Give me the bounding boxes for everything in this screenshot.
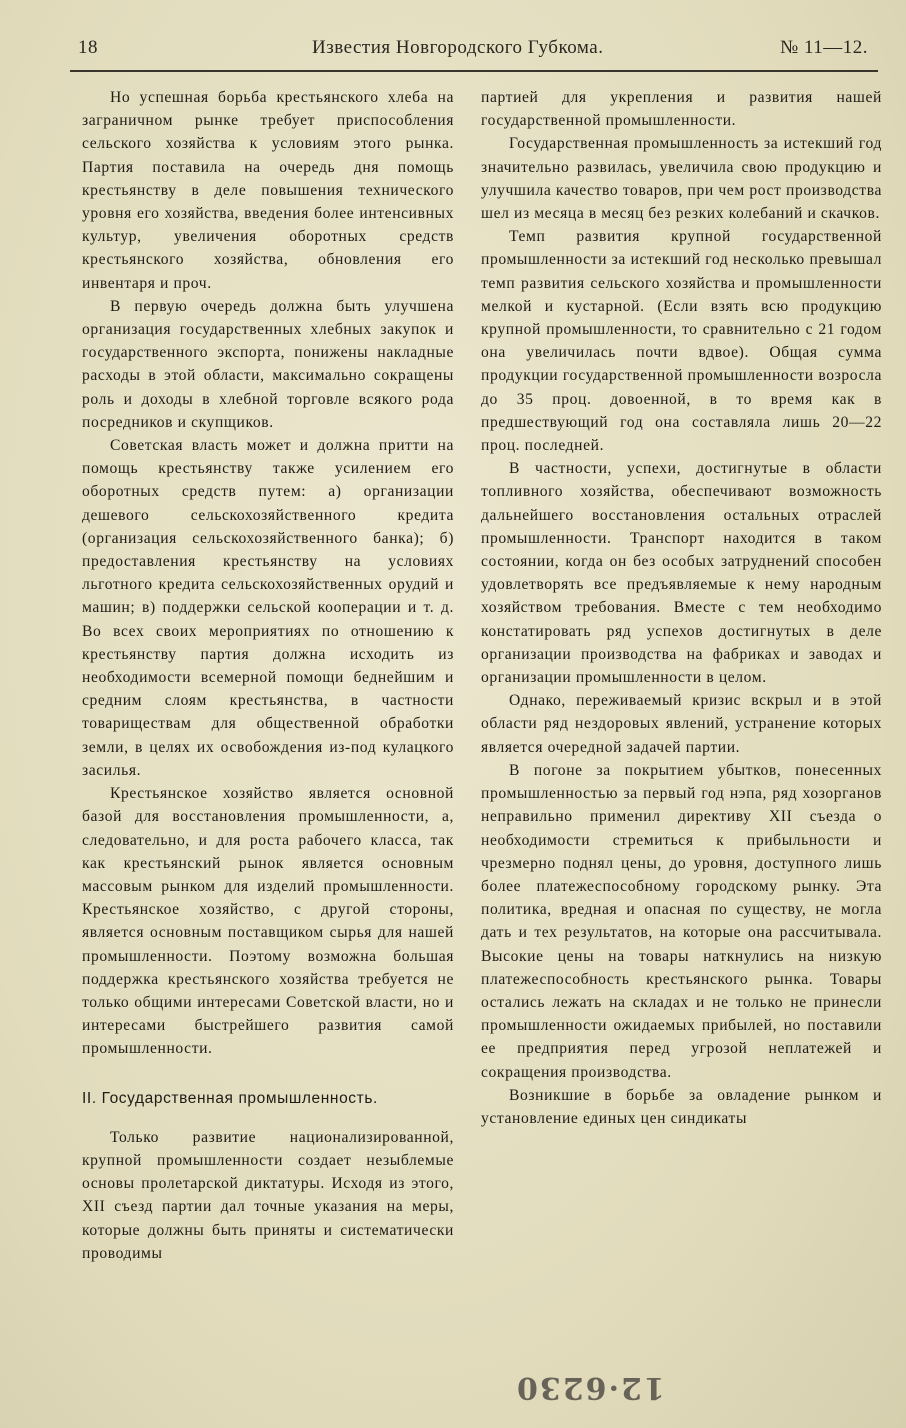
- paragraph: Однако, переживаемый кризис вскрыл и в этой области ряд нездоровых явлений, устранение которых является очередной задачей партии.: [481, 692, 882, 756]
- left-column: [82, 86, 454, 1265]
- header-divider: [70, 70, 878, 72]
- paragraph: Государственная промышленность за истекший год значительно развилась, увеличила свою продукцию и улучшила качество товаров, при чем рост производства шел из месяца в месяц без резких колебаний и скачков.: [481, 135, 882, 223]
- paragraph: Возникшие в борьбе за овладение рынком и установление единых цен синдикаты: [481, 1086, 882, 1127]
- paragraph-continuation: партией для укрепления и развития нашей государственной промышленности.: [481, 89, 882, 130]
- paragraph: Советская власть может и должна притти на помощь крестьянству также усилением его оборотных средств путем: а) организации дешевого сельскохозяйственного кредита (организация сельскохозяйственного банка); б) предоставления крестьянству на условиях льготного кредита сельскохозяйственных орудий и машин; в) поддержки сельской кооперации и т. д. Во всех своих мероприятиях по отношению к крестьянству партия должна исходить из необходимости всемерной помощи беднейшим и средним слоям крестьянства, в частности товариществам для общественной обработки земли, в целях их освобождения из-под кулацкого засилья.: [82, 437, 454, 779]
- paragraph: Темп развития крупной государственной промышленности за истекший год несколько превышал темп развития сельского хозяйства и промышленности мелкой и кустарной. (Если взять всю продукцию крупной промышленности, то сравнительно с 21 годом она увеличилась почти вдвое). Общая сумма продукции государственной промышленности возросла до 35 проц. довоенной, в то время как в предшествующий год она составляла лишь 20—22 проц. последней.: [481, 228, 882, 455]
- paragraph: Крестьянское хозяйство является основной базой для восстановления промышленности, а, следовательно, и для роста рабочего класса, так как крестьянский рынок является основным массовым рынком для изделий промышленности. Крестьянское хозяйство, с другой стороны, является основным поставщиком сырья для нашей промышленности. Поэтому возможна большая поддержка крестьянского хозяйства требуется не только общими интересами Советской власти, но и интересами быстрейшего развития самой промышленности.: [82, 785, 454, 1058]
- paragraph: В частности, успехи, достигнутые в области топливного хозяйства, обеспечивают возможность дальнейшего восстановления остальных отраслей промышленности. Транспорт находится в таком состоянии, когда он без особых затруднений способен удовлетворять все предъявляемые к нему народным хозяйством требования. Вместе с тем необходимо констатировать ряд успехов достигнутых в деле организации производства на фабриках и заводах и организации промышленности в целом.: [481, 460, 882, 687]
- section-heading: II. Государственная промышленность.: [82, 1089, 378, 1107]
- issue-number: № 11—12.: [780, 37, 868, 58]
- page-number: 18: [78, 37, 98, 58]
- paragraph: В первую очередь должна быть улучшена организация государственных хлебных закупок и государственного экспорта, понижены накладные расходы в этой области, максимально сокращены роль и доходы в хлебной торговле всякого рода посредников и скупщиков.: [82, 297, 454, 431]
- library-stamp-number: 12·6230: [515, 1370, 665, 1405]
- publication-title: Известия Новгородского Губкома.: [312, 37, 604, 58]
- paragraph: Только развитие национализированной, крупной промышленности создает незыблемые основы пролетарской диктатуры. Исходя из этого, XII съезд партии дал точные указания на меры, которые должны быть приняты и систематически проводимы: [82, 1128, 454, 1262]
- paragraph: В погоне за покрытием убытков, понесенных промышленностью за первый год нэпа, ряд хозорганов неправильно применил директиву XII съезда о необходимости стремиться к прибыльности и чрезмерно поднял цены, до уровня, доступного лишь более платежеспособному городскому рынку. Эта политика, вредная и опасная по существу, не могла дать и тех результатов, на которые она рассчитывала. Высокие цены на товары наткнулись на низкую платежеспособность крестьянского рынка. Товары остались лежать на складах и не только не принесли промышленности ожидаемых прибылей, но поставили ее предприятия перед угрозой неплатежей и сокращения производства.: [481, 761, 882, 1081]
- right-column: [481, 86, 882, 1130]
- page-header: [78, 37, 868, 67]
- paragraph: Но успешная борьба крестьянского хлеба на заграничном рынке требует приспособления сельского хозяйства к условиям этого рынка. Партия поставила на очередь дня помощь крестьянству в деле повышения технического уровня его хозяйства, введения более интенсивных культур, увеличения оборотных средств крестьянского хозяйства, обновления его инвентаря и проч.: [82, 89, 454, 292]
